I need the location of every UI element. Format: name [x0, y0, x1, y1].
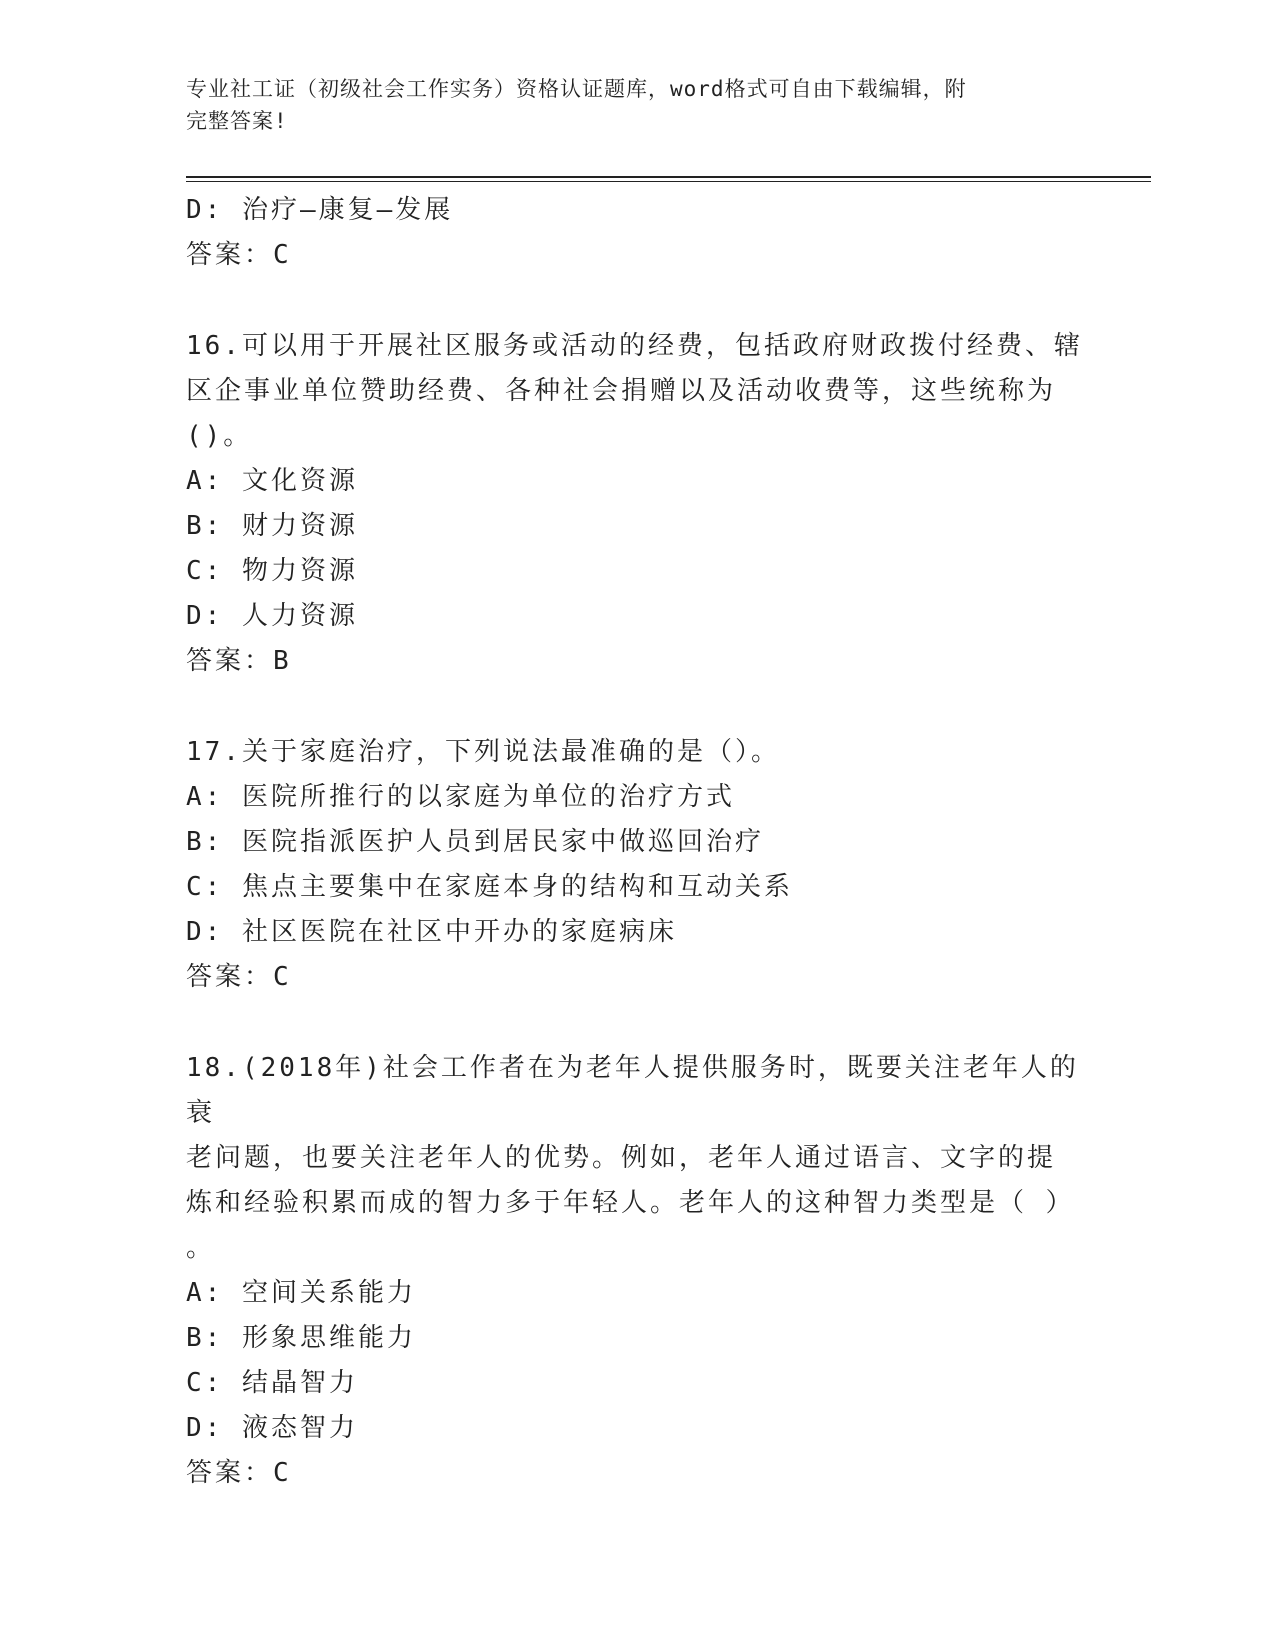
question-stem: 区企事业单位赞助经费、各种社会捐赠以及活动收费等，这些统称为: [186, 376, 1057, 406]
option-b: B: 医院指派医护人员到居民家中做巡回治疗: [186, 827, 764, 857]
question-stem: 18.(2018年)社会工作者在为老年人提供服务时，既要关注老年人的衰: [186, 1053, 1079, 1128]
question-stem: 16.可以用于开展社区服务或活动的经费，包括政府财政拨付经费、辖: [186, 331, 1083, 361]
spacer: [186, 684, 1086, 730]
answer-line: 答案：C: [186, 240, 292, 270]
option-a: A: 文化资源: [186, 466, 358, 496]
spacer: [186, 1000, 1086, 1046]
previous-question-tail: [186, 188, 1086, 278]
header-line: 完整答案!: [186, 109, 288, 133]
question-stem: 老问题，也要关注老年人的优势。例如，老年人通过语言、文字的提: [186, 1143, 1057, 1173]
question-17: [186, 730, 1086, 1000]
option-d: D: 社区医院在社区中开办的家庭病床: [186, 917, 677, 947]
option-b: B: 形象思维能力: [186, 1323, 416, 1353]
question-stem: 17.关于家庭治疗，下列说法最准确的是（）。: [186, 737, 780, 767]
answer-line: 答案：C: [186, 962, 292, 992]
option-c: C: 结晶智力: [186, 1368, 358, 1398]
header-divider: [186, 176, 1151, 178]
answer-line: 答案：C: [186, 1458, 292, 1488]
header-divider-thin: [186, 181, 1151, 182]
option-d: D: 液态智力: [186, 1413, 358, 1443]
spacer: [186, 278, 1086, 324]
question-stem: 炼和经验积累而成的智力多于年轻人。老年人的这种智力类型是（ ）: [186, 1188, 1075, 1218]
question-stem: 。: [186, 1233, 216, 1263]
document-header: [186, 73, 1066, 137]
question-content: [186, 188, 1086, 1496]
question-stem: ()。: [186, 421, 253, 451]
option-a: A: 空间关系能力: [186, 1278, 416, 1308]
option-d: D: 人力资源: [186, 601, 358, 631]
question-18: [186, 1046, 1086, 1496]
option-d: D: 治疗—康复—发展: [186, 195, 454, 225]
option-c: C: 焦点主要集中在家庭本身的结构和互动关系: [186, 872, 793, 902]
option-a: A: 医院所推行的以家庭为单位的治疗方式: [186, 782, 735, 812]
answer-line: 答案：B: [186, 646, 292, 676]
option-c: C: 物力资源: [186, 556, 358, 586]
header-line: 专业社工证（初级社会工作实务）资格认证题库，word格式可自由下载编辑，附: [186, 77, 967, 101]
question-16: [186, 324, 1086, 684]
option-b: B: 财力资源: [186, 511, 358, 541]
